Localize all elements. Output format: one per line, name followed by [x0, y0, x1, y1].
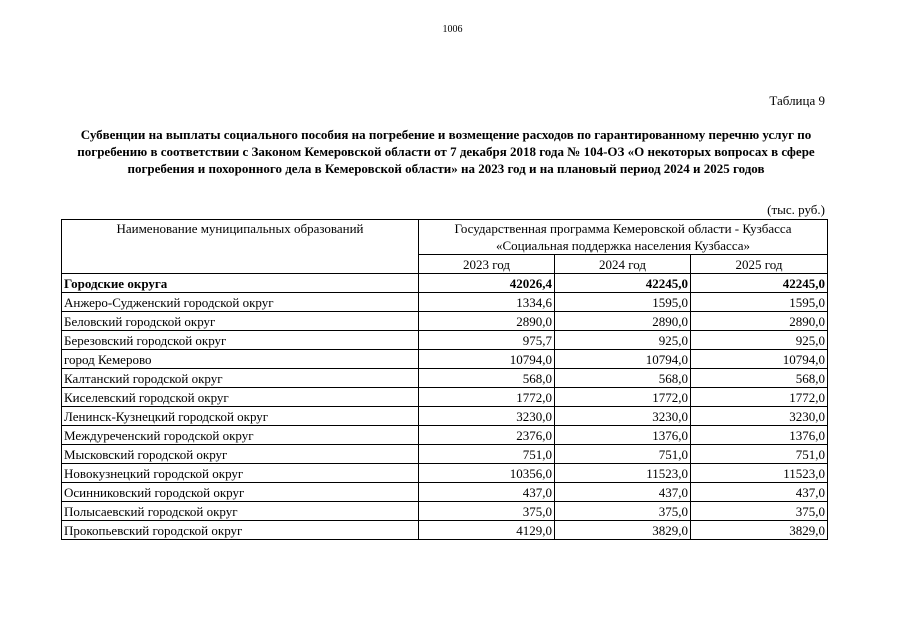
document-title: Субвенции на выплаты социального пособия на погребение и возмещение расходов по гарантированному перечню услуг по погребению в соответствии с Законом Кемеровской области от 7 декабря 2018 года № 104-ОЗ «О некоторых вопросах в сфере погребения и похоронного дела в Кемеровской области» на 2023 год и на плановый период 2024 и 2025 годов: [77, 127, 815, 176]
value-2023-cell: 437,0: [419, 483, 555, 502]
table-row: [62, 445, 828, 464]
value-2024-cell: 1595,0: [555, 293, 691, 312]
value-2025-cell: 1772,0: [691, 388, 828, 407]
table-row: [62, 464, 828, 483]
table-row: [62, 274, 828, 293]
units-label: (тыс. руб.): [767, 202, 825, 217]
value-2025-cell: 1595,0: [691, 293, 828, 312]
value-2025-cell: 3829,0: [691, 521, 828, 540]
table-row: [62, 369, 828, 388]
value-2024-cell: 925,0: [555, 331, 691, 350]
table-body: [62, 274, 828, 540]
program-header-line1: Государственная программа Кемеровской области - Кузбасса: [454, 221, 792, 236]
value-2025-cell: 3230,0: [691, 407, 828, 426]
municipality-name-cell: Осинниковский городской округ: [62, 483, 419, 502]
value-2023-cell: 2376,0: [419, 426, 555, 445]
value-2024-cell: 437,0: [555, 483, 691, 502]
value-2025-cell: 568,0: [691, 369, 828, 388]
value-2023-cell: 10356,0: [419, 464, 555, 483]
value-2023-cell: 751,0: [419, 445, 555, 464]
table-row: [62, 388, 828, 407]
table-row: [62, 350, 828, 369]
value-2023-cell: 568,0: [419, 369, 555, 388]
value-2025-cell: 375,0: [691, 502, 828, 521]
table-row: [62, 426, 828, 445]
value-2024-cell: 3829,0: [555, 521, 691, 540]
value-2023-cell: 975,7: [419, 331, 555, 350]
value-2023-cell: 1772,0: [419, 388, 555, 407]
value-2025-cell: 11523,0: [691, 464, 828, 483]
table-label: Таблица 9: [769, 93, 825, 108]
year-header-2023: 2023 год: [419, 255, 555, 274]
municipality-name-cell: Березовский городской округ: [62, 331, 419, 350]
table-row: [62, 521, 828, 540]
value-2024-cell: 42245,0: [555, 274, 691, 293]
value-2025-cell: 2890,0: [691, 312, 828, 331]
municipality-column-header: Наименование муниципальных образований: [62, 220, 419, 274]
value-2023-cell: 3230,0: [419, 407, 555, 426]
table-row: [62, 312, 828, 331]
municipality-name-cell: Беловский городской округ: [62, 312, 419, 331]
value-2024-cell: 11523,0: [555, 464, 691, 483]
program-header: [419, 220, 828, 255]
municipality-name-cell: Городские округа: [62, 274, 419, 293]
value-2024-cell: 375,0: [555, 502, 691, 521]
value-2023-cell: 2890,0: [419, 312, 555, 331]
value-2024-cell: 568,0: [555, 369, 691, 388]
value-2025-cell: 751,0: [691, 445, 828, 464]
municipality-name-cell: Полысаевский городской округ: [62, 502, 419, 521]
value-2024-cell: 751,0: [555, 445, 691, 464]
table-row: [62, 407, 828, 426]
table-row: [62, 331, 828, 350]
table-row: [62, 483, 828, 502]
value-2024-cell: 2890,0: [555, 312, 691, 331]
program-header-line2: «Социальная поддержка населения Кузбасса»: [495, 238, 751, 253]
municipality-name-cell: Калтанский городской округ: [62, 369, 419, 388]
value-2023-cell: 4129,0: [419, 521, 555, 540]
table-row: [62, 293, 828, 312]
subsidy-table: [61, 219, 828, 540]
table-row: [62, 502, 828, 521]
value-2025-cell: 925,0: [691, 331, 828, 350]
value-2025-cell: 437,0: [691, 483, 828, 502]
municipality-name-cell: Киселевский городской округ: [62, 388, 419, 407]
value-2023-cell: 1334,6: [419, 293, 555, 312]
value-2023-cell: 10794,0: [419, 350, 555, 369]
municipality-name-cell: Ленинск-Кузнецкий городской округ: [62, 407, 419, 426]
page-number: 1006: [442, 24, 463, 35]
municipality-name-cell: Междуреченский городской округ: [62, 426, 419, 445]
year-header-2024: 2024 год: [555, 255, 691, 274]
value-2024-cell: 1772,0: [555, 388, 691, 407]
municipality-name-cell: Новокузнецкий городской округ: [62, 464, 419, 483]
value-2024-cell: 3230,0: [555, 407, 691, 426]
value-2024-cell: 10794,0: [555, 350, 691, 369]
municipality-name-cell: Мысковский городской округ: [62, 445, 419, 464]
value-2025-cell: 1376,0: [691, 426, 828, 445]
value-2023-cell: 375,0: [419, 502, 555, 521]
value-2025-cell: 10794,0: [691, 350, 828, 369]
municipality-name-cell: город Кемерово: [62, 350, 419, 369]
value-2024-cell: 1376,0: [555, 426, 691, 445]
year-header-2025: 2025 год: [691, 255, 828, 274]
municipality-name-cell: Анжеро-Судженский городской округ: [62, 293, 419, 312]
value-2023-cell: 42026,4: [419, 274, 555, 293]
municipality-name-cell: Прокопьевский городской округ: [62, 521, 419, 540]
value-2025-cell: 42245,0: [691, 274, 828, 293]
